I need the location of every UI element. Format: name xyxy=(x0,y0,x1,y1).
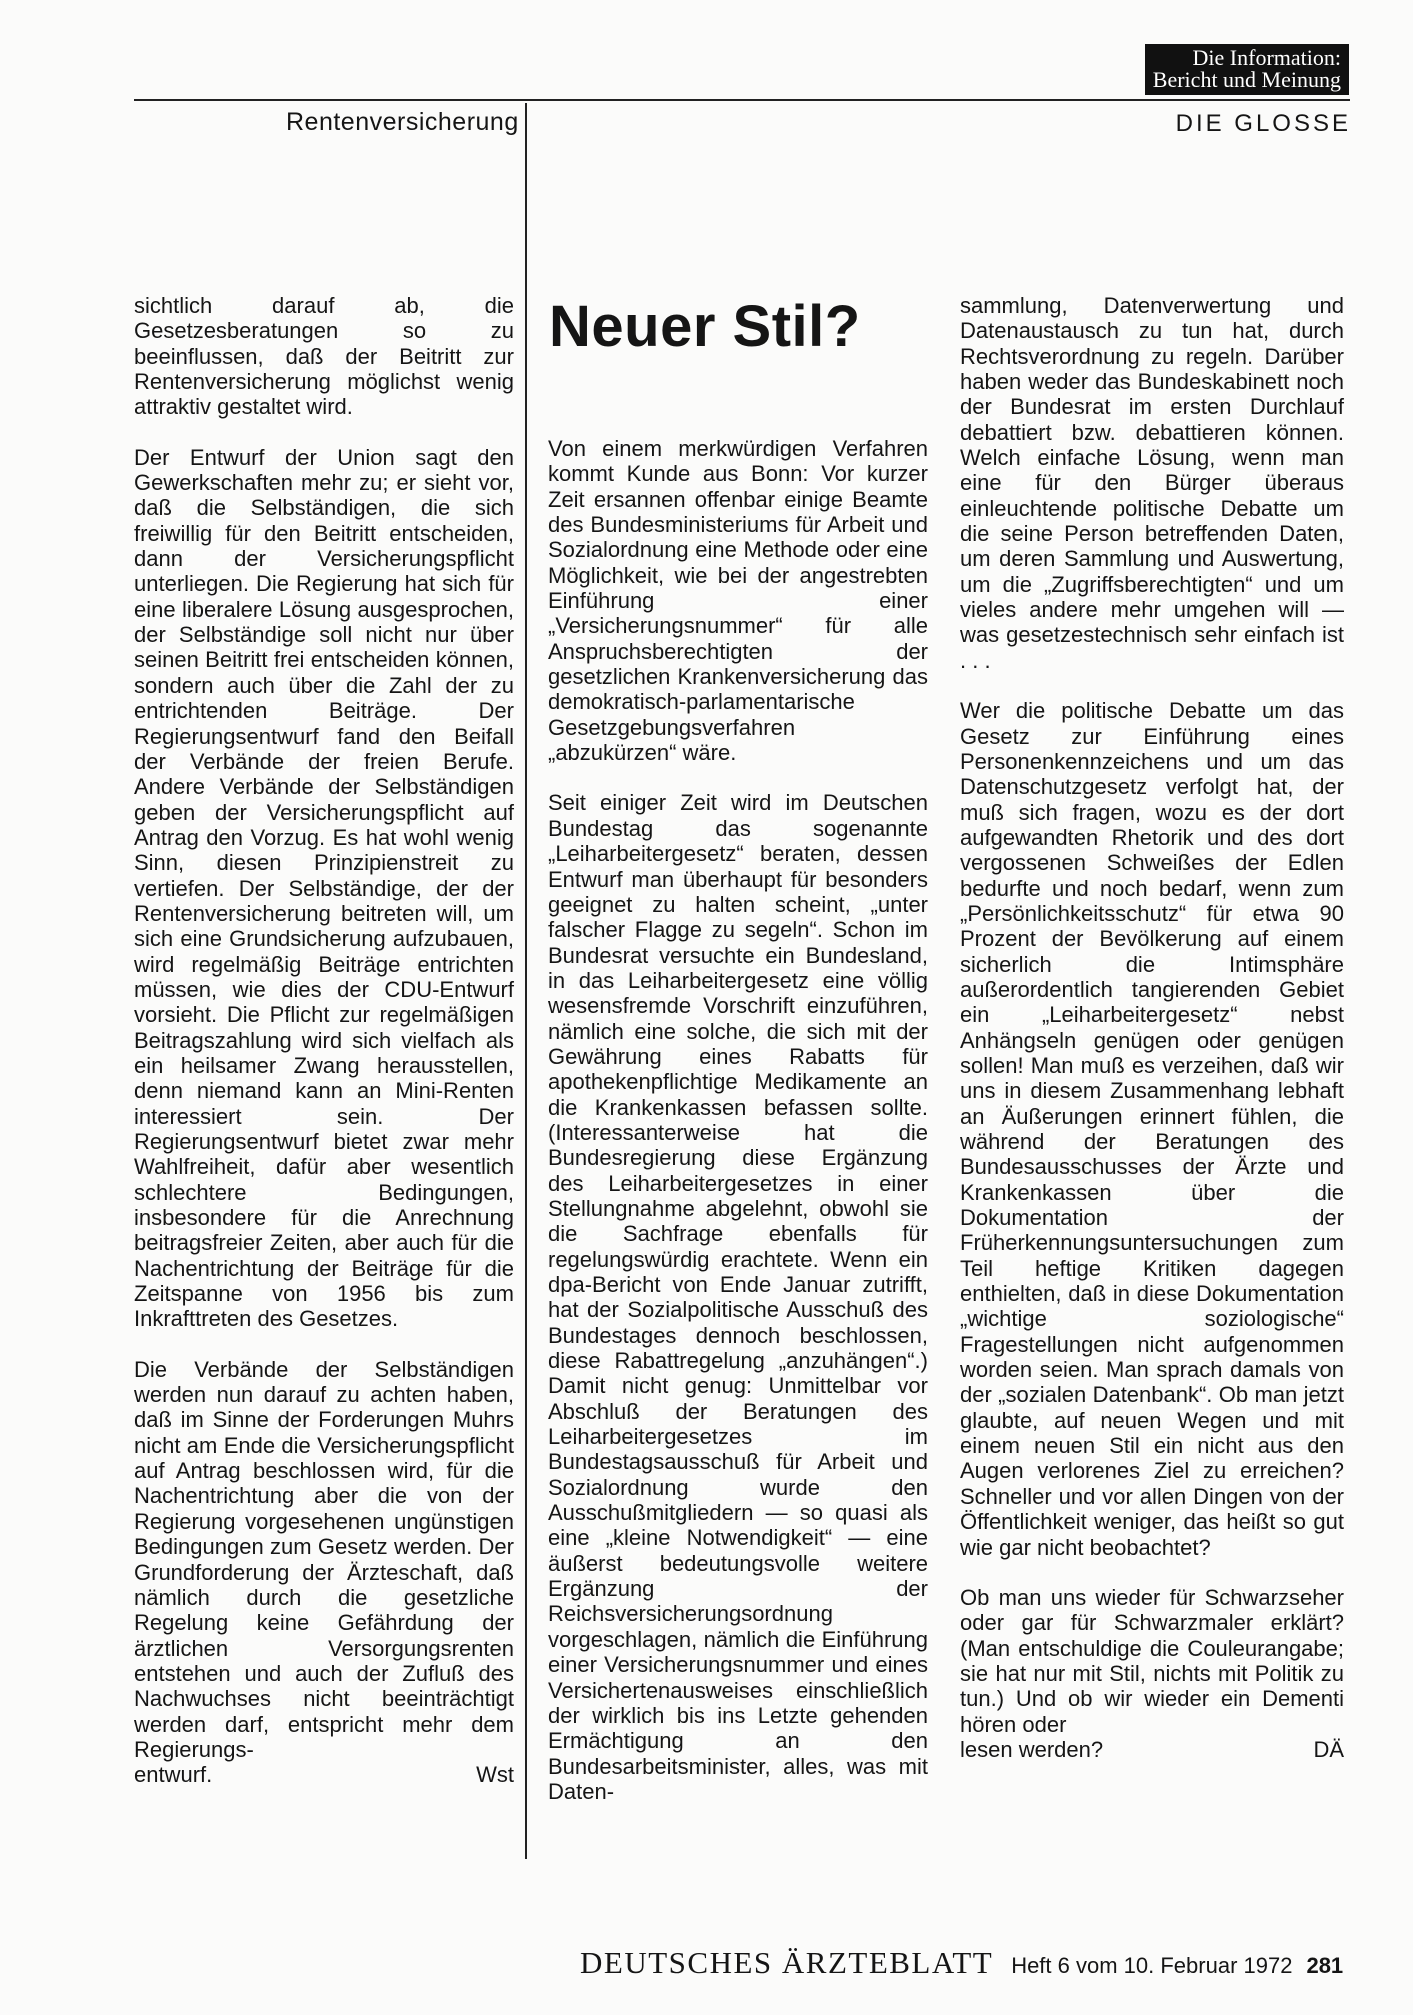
paragraph: Von einem merkwürdigen Verfahren kommt Kunde aus Bonn: Vor kurzer Zeit ersannen offenbar einige Beamte des Bundesministeriums für Arbeit und Sozialordnung eine Methode oder eine Möglichkeit, wie bei der angestrebten Einführung einer „Versicherungsnummer“ für alle Anspruchsberechtigten der gesetzlichen Krankenversicherung das demokratisch-parlamentarische Gesetzgebungsverfahren „abzukürzen“ wäre. xyxy=(548,436,928,766)
badge-line-1: Die Information: xyxy=(1192,45,1341,70)
paragraph: sammlung, Datenverwertung und Datenaustausch zu tun hat, durch Rechtsverordnung zu regeln. Darüber haben weder das Bundeskabinett noch der Bundesrat im ersten Durchlauf debattiert bzw. debattieren können. Welch einfache Lösung, wenn man eine für den Bürger überaus einleuchtende politische Debatte um die seine Person betreffenden Daten, um deren Sammlung und Auswertung, um die „Zugriffsberechtigten“ und um vieles andere mehr umgehen will — was gesetzestechnisch sehr einfach ist . . . xyxy=(960,293,1344,673)
section-heading-right: DIE GLOSSE xyxy=(1175,110,1351,137)
glosse-column-middle xyxy=(548,436,928,1804)
paragraph: Die Verbände der Selbständigen werden nun darauf zu achten haben, daß im Sinne der Forderungen Muhrs nicht am Ende die Versicherungspflicht auf Antrag beschlossen wird, für die Nachentrichtung aber die von der Regierung vorgesehenen ungünstigen Bedingungen zum Gesetz werden. Der Grundforderung der Ärzteschaft, daß nämlich durch die gesetzliche Regelung keine Gefährdung der ärztlichen Versorgungsrenten entstehen und auch der Zufluß des Nachwuchses nicht beeinträchtigt werden darf, entspricht mehr dem Regierungs- xyxy=(134,1356,514,1762)
section-badge xyxy=(1145,44,1349,95)
section-heading-left: Rentenversicherung xyxy=(286,108,519,136)
paragraph: sichtlich darauf ab, die Gesetzesberatungen so zu beeinflussen, daß der Beitritt zur Rentenversicherung möglichst wenig attraktiv gestaltet wird. xyxy=(134,293,514,420)
author-signature: Wst xyxy=(476,1762,514,1788)
rentenversicherung-article xyxy=(134,293,514,1788)
closing-line xyxy=(960,1737,1344,1762)
closing-text: entwurf. xyxy=(134,1762,213,1788)
page-number: 281 xyxy=(1306,1953,1344,1978)
closing-line xyxy=(134,1762,514,1787)
article-title: Neuer Stil? xyxy=(549,294,861,359)
paragraph: Ob man uns wieder für Schwarzseher oder gar für Schwarzmaler erklärt? (Man entschuldige die Couleurangabe; sie hat nur mit Stil, nichts mit Politik zu tun.) Und ob wir wieder ein Dementi hören oder xyxy=(960,1584,1344,1737)
column-divider xyxy=(525,103,527,1859)
header-rule xyxy=(134,99,1350,101)
badge-line-2: Bericht und Meinung xyxy=(1152,67,1341,92)
issue-info: Heft 6 vom 10. Februar 1972 xyxy=(1011,1953,1293,1978)
closing-text: lesen werden? xyxy=(960,1736,1104,1762)
glosse-column-right xyxy=(960,293,1344,1762)
paragraph: Wer die politische Debatte um das Gesetz zur Einführung eines Personenkennzeichens und um das Datenschutzgesetz verfolgt hat, der muß sich fragen, wozu es der dort aufgewandten Rhetorik und des dort vergossenen Schweißes der Edlen bedurfte und noch bedarf, wenn zum „Persönlichkeitsschutz“ für etwa 90 Prozent der Bevölkerung auf einem sicherlich die Intimsphäre außerordentlich tangierenden Gebiet ein „Leiharbeitergesetz“ nebst Anhängseln genügen oder genügen sollen! Man muß es verzeihen, daß wir uns in diesem Zusammenhang lebhaft an Äußerungen erinnert fühlen, die während der Beratungen des Bundesausschusses der Ärzte und Krankenkassen über die Dokumentation der Früherkennungsuntersuchungen zum Teil heftige Kritiken dagegen enthielten, daß in diese Dokumentation „wichtige soziologische“ Fragestellungen nicht aufgenommen worden seien. Man sprach damals von der „sozialen Datenbank“. Ob man jetzt glaubte, auf neuen Wegen und mit einem neuen Stil ein nicht aus den Augen verlorenes Ziel zu erreichen? Schneller und vor allen Dingen von der Öffentlichkeit weniger, das heißt so gut wie gar nicht beobachtet? xyxy=(960,698,1344,1560)
author-signature: DÄ xyxy=(1313,1736,1344,1762)
journal-name: DEUTSCHES ÄRZTEBLATT xyxy=(580,1945,994,1980)
paragraph: Seit einiger Zeit wird im Deutschen Bundestag das sogenannte „Leiharbeitergesetz“ beraten, dessen Entwurf man überhaupt für besonders geeignet zu halten scheint, „unter falscher Flagge zu segeln“. Schon im Bundesrat versuchte ein Bundesland, in das Leiharbeitergesetz eine völlig wesensfremde Vorschrift einzuführen, nämlich eine solche, die sich mit der Gewährung eines Rabatts für apothekenpflichtige Medikamente an die Krankenkassen befassen sollte. (Interessanterweise hat die Bundesregierung diese Ergänzung des Leiharbeitergesetzes in einer Stellungnahme abgelehnt, obwohl sie die Sachfrage ebenfalls für regelungswürdig erachtete. Wenn ein dpa-Bericht von Ende Januar zutrifft, hat der Sozialpolitische Ausschuß des Bundestages dennoch beschlossen, diese Rabattregelung „anzuhängen“.) Damit nicht genug: Unmittelbar vor Abschluß der Beratungen des Leiharbeitergesetzes im Bundestagsausschuß für Arbeit und Sozialordnung wurde den Ausschußmitgliedern — so quasi als eine „kleine Notwendigkeit“ — eine äußerst bedeutungsvolle weitere Ergänzung der Reichsversicherungsordnung vorgeschlagen, nämlich die Einführung einer Versicherungsnummer und eines Versichertenausweises einschließlich der wirklich bis ins Letzte gehenden Ermächtigung an den Bundesarbeitsminister, alles, was mit Daten- xyxy=(548,790,928,1804)
page-footer xyxy=(580,1945,1344,1981)
paragraph: Der Entwurf der Union sagt den Gewerkschaften mehr zu; er sieht vor, daß die Selbständigen, die sich freiwillig für den Beitritt entscheiden, dann der Versicherungspflicht unterliegen. Die Regierung hat sich für eine liberalere Lösung ausgesprochen, der Selbständige soll nicht nur über seinen Beitritt frei entscheiden können, sondern auch über die Zahl der zu entrichtenden Beiträge. Der Regierungsentwurf fand den Beifall der Verbände der freien Berufe. Andere Verbände der Selbständigen geben der Versicherungspflicht auf Antrag den Vorzug. Es hat wohl wenig Sinn, diesen Prinzipienstreit zu vertiefen. Der Selbständige, der der Rentenversicherung beitreten will, um sich eine Grundsicherung aufzubauen, wird regelmäßig Beiträge entrichten müssen, wie dies der CDU-Entwurf vorsieht. Die Pflicht zur regelmäßigen Beitragszahlung wird sich vielfach als ein heilsamer Zwang herausstellen, denn niemand kann an Mini-Renten interessiert sein. Der Regierungsentwurf bietet zwar mehr Wahlfreiheit, dafür aber wesentlich schlechtere Bedingungen, insbesondere für die Anrechnung beitragsfreier Zeiten, aber auch für die Nachentrichtung der Beiträge für die Zeitspanne von 1956 bis zum Inkrafttreten des Gesetzes. xyxy=(134,444,514,1332)
